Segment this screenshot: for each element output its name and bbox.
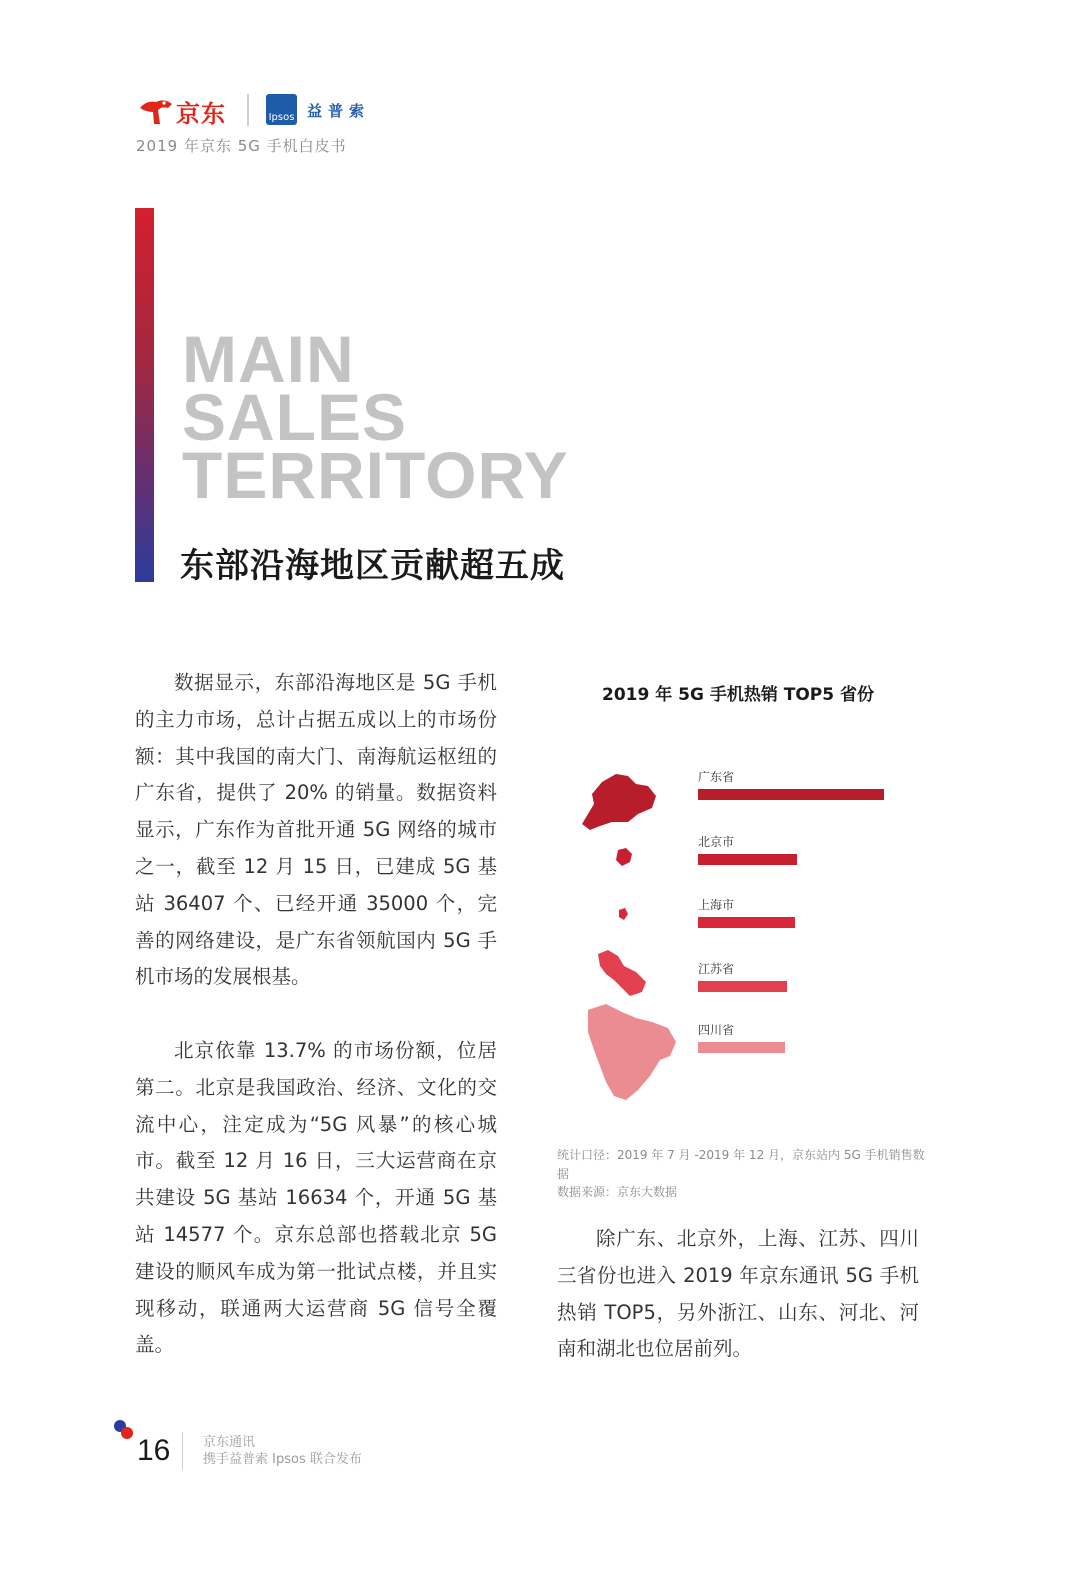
- bar: [698, 981, 787, 992]
- chinese-title: 东部沿海地区贡献超五成: [180, 546, 565, 586]
- jiangsu-map-icon: [598, 950, 646, 996]
- bar: [698, 854, 797, 865]
- english-title-line: SALES: [182, 380, 408, 454]
- footer-red-dot-icon: [121, 1427, 133, 1439]
- paragraph-text: 北京依靠 13.7% 的市场份额，位居第二。北京是我国政治、经济、文化的交流中心，注定成为“5G 风暴”的核心城市。截至 12 月 16 日，三大运营商在京共建设 5G 基站 16634 个，开通 5G 基站 14577 个。京东总部也搭载北京 5G 建设的顺风车成为第一批试点楼，并且实现移动，联通两大运营商 5G 信号全覆盖。: [135, 1039, 497, 1357]
- beijing-map-icon: [616, 848, 632, 866]
- footer-line-1: 京东通讯: [203, 1435, 256, 1450]
- footer-line-2: 携手益普索 Ipsos 联合发布: [203, 1452, 362, 1467]
- english-title-line: MAIN: [182, 322, 355, 396]
- ipsos-logo-text: Ipsos: [268, 112, 295, 123]
- guangdong-map-icon: [582, 774, 656, 830]
- bar-label: 广东省: [698, 770, 735, 784]
- footer-divider: [182, 1432, 183, 1470]
- bar-label: 上海市: [698, 898, 735, 912]
- title-accent-bar: [135, 208, 154, 582]
- shanghai-map-icon: [619, 908, 628, 920]
- sichuan-map-icon: [588, 1004, 676, 1100]
- bar-label: 江苏省: [698, 962, 735, 976]
- jd-dog-icon: [138, 94, 178, 128]
- page-number: 16: [137, 1434, 171, 1467]
- english-title-line: TERRITORY: [182, 438, 569, 512]
- bar-label: 北京市: [698, 835, 735, 849]
- paragraph-beijing: [135, 1033, 497, 1364]
- paragraph-guangdong: [135, 665, 497, 996]
- bar: [698, 789, 884, 800]
- note-scope: 统计口径：2019 年 7 月 -2019 年 12 月，京东站内 5G 手机销售数据: [557, 1148, 925, 1181]
- paragraph-top5: [557, 1221, 919, 1368]
- logo-divider: [247, 94, 249, 126]
- paragraph-text: 数据显示，东部沿海地区是 5G 手机的主力市场，总计占据五成以上的市场份额：其中我国的南大门、南海航运枢纽的广东省，提供了 20% 的销量。数据资料显示，广东作为首批开通 5G 网络的城市之一，截至 12 月 15 日，已建成 5G 基站 36407 个、已经开通 35000 个，完善的网络建设，是广东省领航国内 5G 手机市场的发展根基。: [135, 671, 497, 989]
- bar: [698, 1042, 785, 1053]
- note-source: 数据来源：京东大数据: [557, 1185, 678, 1199]
- chart-notes: [557, 1146, 925, 1202]
- footer-text: [203, 1434, 362, 1468]
- english-title: [182, 322, 569, 512]
- report-title: 2019 年京东 5G 手机白皮书: [136, 137, 347, 155]
- province-map-icons: [572, 760, 697, 1105]
- jd-logo-text: 京东: [176, 100, 226, 128]
- paragraph-text: 除广东、北京外，上海、江苏、四川三省份也进入 2019 年京东通讯 5G 手机热销 TOP5，另外浙江、山东、河北、河南和湖北也位居前列。: [557, 1227, 919, 1361]
- ipsos-cn-name: 益普索: [307, 102, 371, 120]
- ipsos-logo: [266, 94, 297, 125]
- bar-label: 四川省: [698, 1023, 735, 1037]
- bar: [698, 917, 795, 928]
- chart-title: 2019 年 5G 手机热销 TOP5 省份: [601, 685, 875, 705]
- jd-logo: [138, 92, 234, 130]
